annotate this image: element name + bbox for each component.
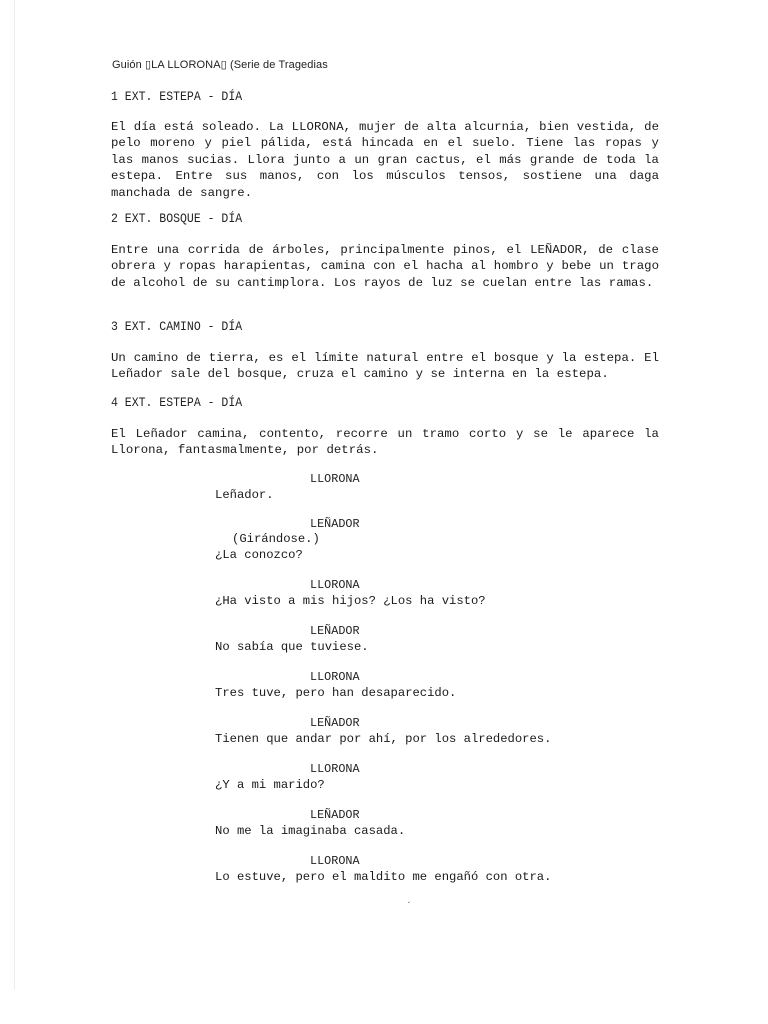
dialogue-line: Lo estuve, pero el maldito me engañó con otra. (215, 870, 552, 884)
character-name: LEÑADOR (310, 517, 360, 531)
scene-heading-3: 3 EXT. CAMINO - DÍA (111, 320, 243, 334)
dialogue-7 (215, 762, 665, 793)
character-name: LEÑADOR (310, 808, 360, 822)
character-name: LLORONA (310, 670, 360, 684)
parenthetical: (Girándose.) (232, 532, 320, 546)
scene-action-4: El Leñador camina, contento, recorre un tramo corto y se le aparece la Llorona, fantasmalmente, por detrás. (111, 427, 659, 458)
dialogue-3 (215, 578, 665, 609)
document-header: Guión ▯LA LLORONA▯ (Serie de Tragedias (112, 59, 328, 71)
dialogue-line: No sabía que tuviese. (215, 640, 369, 654)
dialogue-line: ¿Ha visto a mis hijos? ¿Los ha visto? (215, 594, 486, 608)
character-name: LEÑADOR (310, 716, 360, 730)
dialogue-8 (215, 808, 665, 839)
page-edge-line (14, 0, 15, 990)
dialogue-4 (215, 624, 665, 655)
scene-action-3: Un camino de tierra, es el límite natural entre el bosque y la estepa. El Leñador sale del bosque, cruza el camino y se interna en la estepa. (111, 351, 659, 382)
character-name: LEÑADOR (310, 624, 360, 638)
dialogue-2 (215, 517, 665, 563)
dialogue-line: No me la imaginaba casada. (215, 824, 406, 838)
character-name: LLORONA (310, 854, 360, 868)
scene-action-2: Entre una corrida de árboles, principalmente pinos, el LEÑADOR, de clase obrera y ropas harapientas, camina con el hacha al hombro y bebe un trago de alcohol de su cantimplora. Los rayos de luz se cuelan entre las ramas. (111, 243, 659, 290)
dialogue-line: Leñador. (215, 488, 274, 502)
dialogue-5 (215, 670, 665, 701)
dialogue-line: ¿La conozco? (215, 548, 303, 562)
scene-action-1: El día está soleado. La LLORONA, mujer de alta alcurnia, bien vestida, de pelo moreno y piel pálida, está hincada en el suelo. Tiene las ropas y las manos sucias. Llora junto a un gran cactus, el más grande de toda la estepa. Entre sus manos, con los músculos tensos, sostiene una daga manchada de sangre. (111, 120, 659, 200)
character-name: LLORONA (310, 762, 360, 776)
character-name: LLORONA (310, 578, 360, 592)
page-mark: ´ (406, 902, 413, 913)
dialogue-1 (215, 472, 665, 503)
character-name: LLORONA (310, 472, 360, 486)
scene-heading-1: 1 EXT. ESTEPA - DÍA (111, 90, 243, 104)
scene-heading-2: 2 EXT. BOSQUE - DÍA (111, 212, 243, 226)
dialogue-9 (215, 854, 665, 885)
scene-heading-4: 4 EXT. ESTEPA - DÍA (111, 396, 243, 410)
dialogue-line: Tres tuve, pero han desaparecido. (215, 686, 457, 700)
dialogue-6 (215, 716, 665, 747)
dialogue-line: ¿Y a mi marido? (215, 778, 325, 792)
dialogue-line: Tienen que andar por ahí, por los alrededores. (215, 732, 552, 746)
